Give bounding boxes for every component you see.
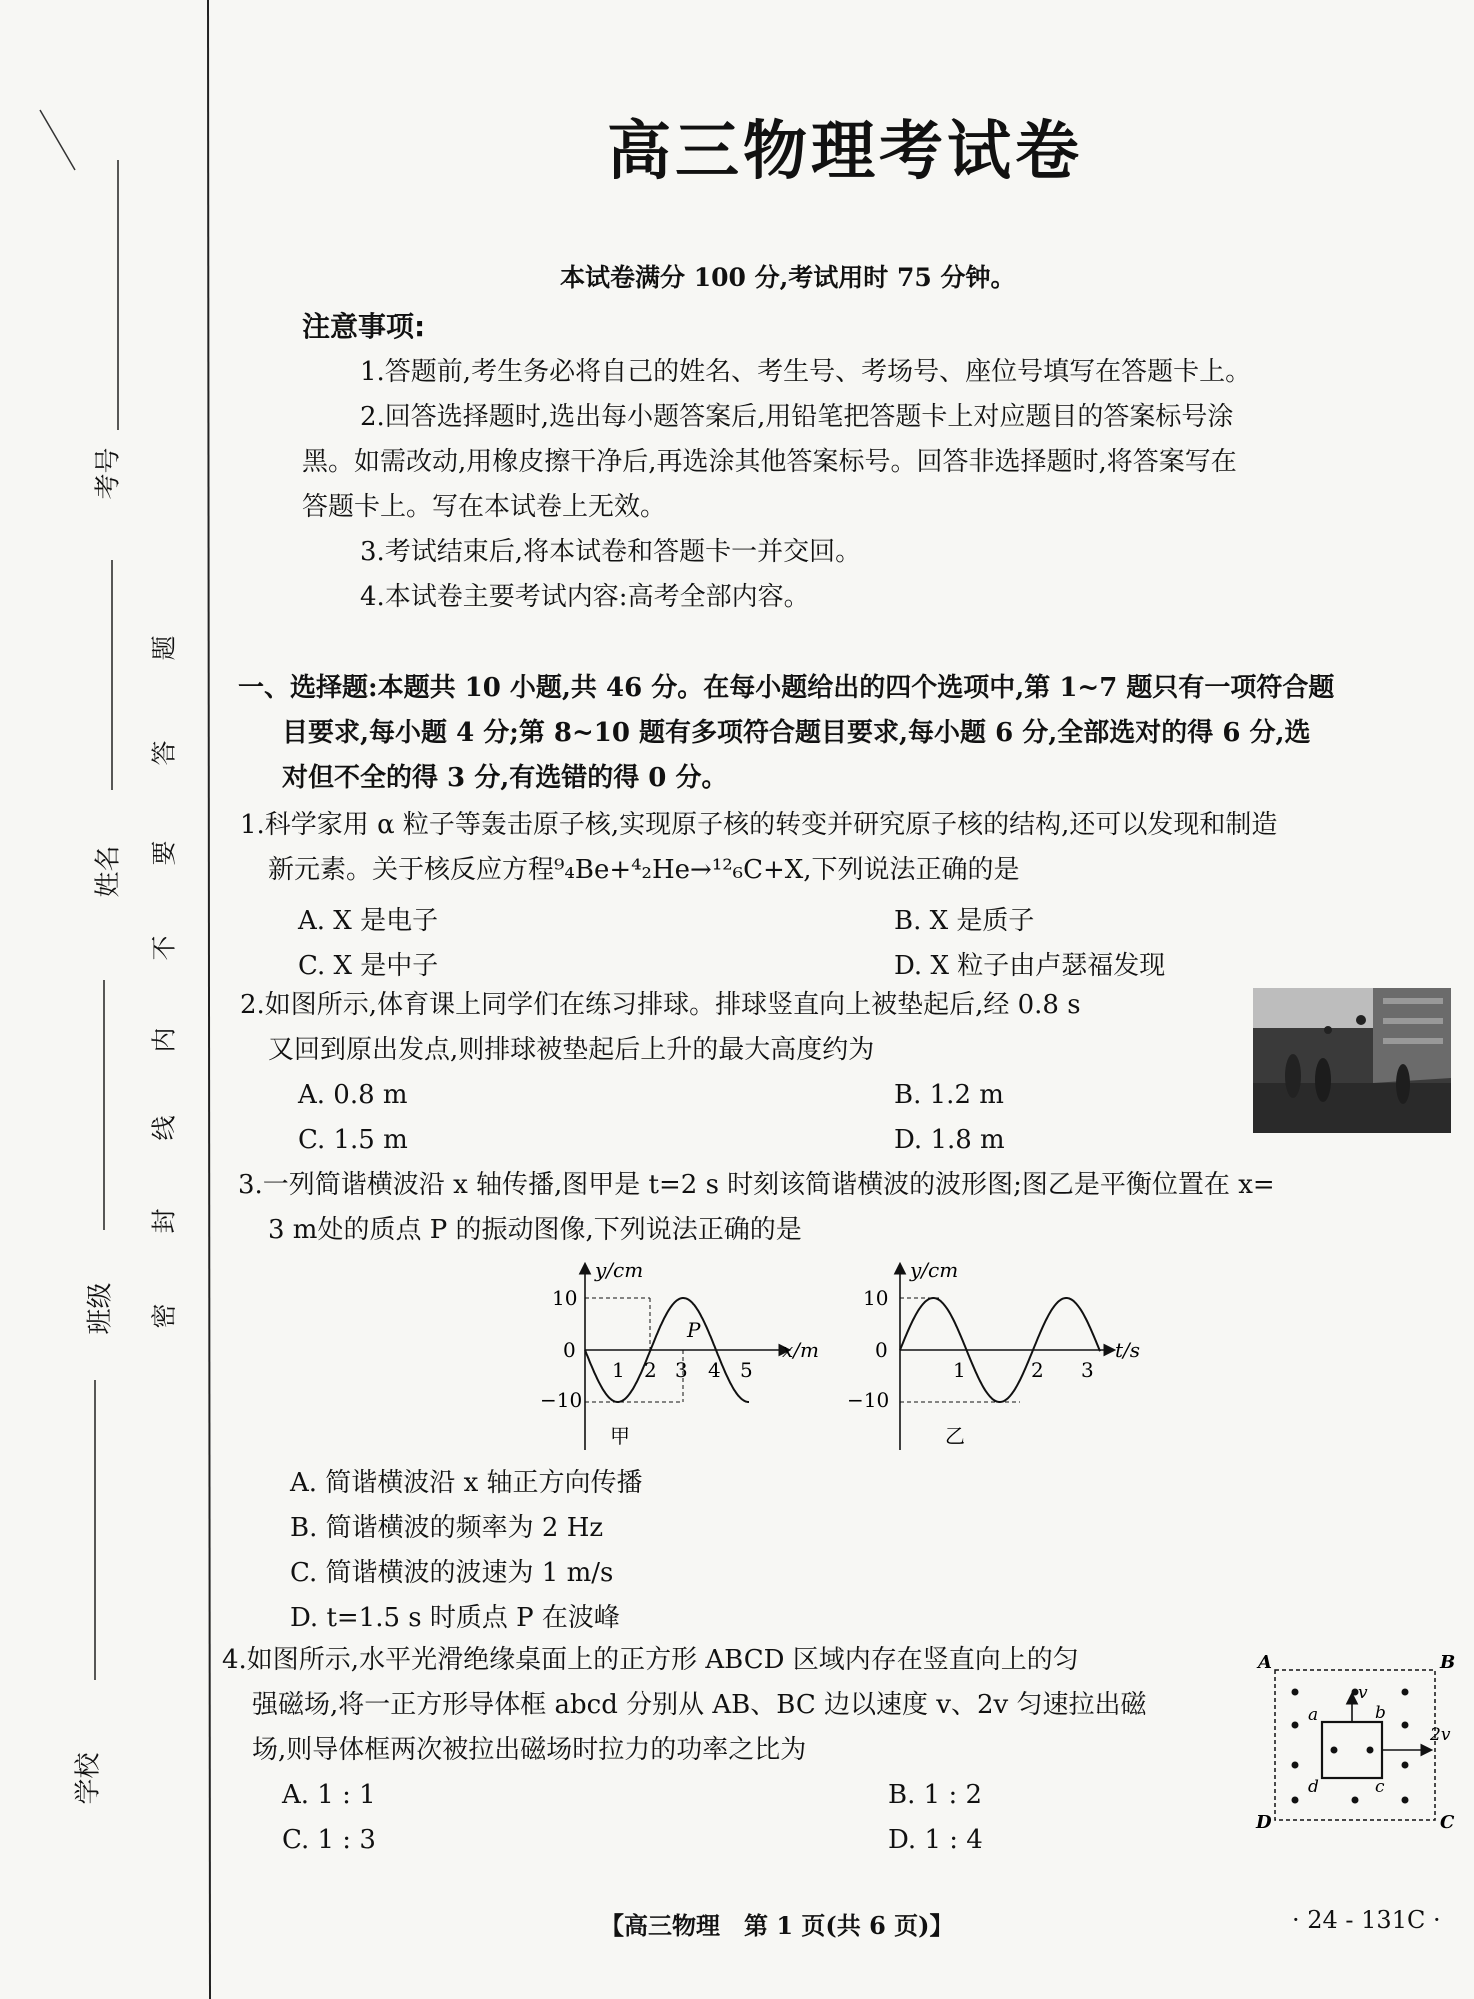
seal-char: 答	[149, 740, 179, 766]
question-4-text: 强磁场,将一正方形导体框 abcd 分别从 AB、BC 边以速度 v、2v 匀速拉出磁	[252, 1690, 1147, 1720]
question-4-text: 场,则导体框两次被拉出磁场时拉力的功率之比为	[252, 1735, 807, 1765]
label-C: C	[1440, 1812, 1455, 1833]
question-2-option-a: A. 0.8 m	[298, 1080, 408, 1110]
question-3-text: 3.一列简谐横波沿 x 轴传播,图甲是 t=2 s 时刻该简谐横波的波形图;图乙是平衡位置在 x=	[238, 1170, 1275, 1200]
question-3-option-d: D. t=1.5 s 时质点 P 在波峰	[290, 1603, 620, 1633]
footer-page-info: 【高三物理 第 1 页(共 6 页)】	[600, 1911, 954, 1940]
page-title: 高三物理考试卷	[607, 115, 1083, 189]
question-3-option-a: A. 简谐横波沿 x 轴正方向传播	[290, 1468, 643, 1498]
field-class-label: 班级	[85, 1282, 116, 1335]
seal-char: 内	[149, 1027, 179, 1053]
graph-b-y-top: 10	[863, 1286, 889, 1310]
graph-a-tick: 1	[612, 1358, 625, 1382]
field-school-label: 学校	[73, 1752, 104, 1805]
question-2-option-d: D. 1.8 m	[894, 1125, 1005, 1155]
wave-graph-a	[520, 1255, 840, 1455]
question-1-text: 1.科学家用 α 粒子等轰击原子核,实现原子核的转变并研究原子核的结构,还可以发现和制造	[240, 810, 1278, 840]
graph-b-xlabel: t/s	[1115, 1338, 1141, 1362]
volleyball-photo	[1253, 988, 1451, 1133]
question-4-option-a: A. 1 : 1	[282, 1780, 376, 1810]
label-A: A	[1258, 1652, 1272, 1673]
question-3-text: 3 m处的质点 P 的振动图像,下列说法正确的是	[268, 1215, 802, 1245]
notice-heading: 注意事项:	[302, 310, 426, 343]
seal-char: 要	[149, 840, 179, 866]
seal-char: 不	[149, 935, 179, 961]
label-c: c	[1375, 1777, 1385, 1797]
graph-a-ylabel: y/cm	[595, 1258, 644, 1282]
graph-a-y-bottom: −10	[540, 1388, 583, 1412]
question-4-option-c: C. 1 : 3	[282, 1825, 376, 1855]
question-2-text: 又回到原出发点,则排球被垫起后上升的最大高度约为	[268, 1035, 875, 1065]
label-2v: 2v	[1430, 1725, 1451, 1745]
label-B: B	[1440, 1652, 1456, 1673]
question-4-text: 4.如图所示,水平光滑绝缘桌面上的正方形 ABCD 区域内存在竖直向上的匀	[222, 1645, 1079, 1675]
graph-b-tick: 2	[1031, 1358, 1044, 1382]
notice-line: 1.答题前,考生务必将自己的姓名、考生号、考场号、座位号填写在答题卡上。	[360, 357, 1252, 387]
graph-a-point-label: P	[687, 1318, 701, 1342]
graph-b-y-bottom: −10	[847, 1388, 890, 1412]
question-1-text: 新元素。关于核反应方程⁹₄Be+⁴₂He→¹²₆C+X,下列说法正确的是	[268, 855, 1020, 885]
footer-code: · 24 - 131C ·	[1292, 1906, 1441, 1934]
seal-char: 线	[149, 1115, 179, 1141]
notice-line: 答题卡上。写在本试卷上无效。	[302, 492, 667, 522]
seal-char: 封	[149, 1208, 179, 1234]
label-v: v	[1358, 1683, 1368, 1703]
field-name-label: 姓名	[93, 845, 124, 898]
section-instruction: 一、选择题:本题共 10 小题,共 46 分。在每小题给出的四个选项中,第 1~7 题只有一项符合题	[238, 673, 1335, 703]
seal-char: 密	[149, 1303, 179, 1329]
field-exam-number-label: 考号	[93, 447, 124, 500]
question-3-option-c: C. 简谐横波的波速为 1 m/s	[290, 1558, 614, 1588]
section-instruction: 目要求,每小题 4 分;第 8~10 题有多项符合题目要求,每小题 6 分,全部选对的得 6 分,选	[282, 718, 1311, 748]
graph-a-tick: 5	[740, 1358, 753, 1382]
graph-a-y-zero: 0	[563, 1338, 576, 1362]
question-4-option-d: D. 1 : 4	[888, 1825, 983, 1855]
notice-line: 黑。如需改动,用橡皮擦干净后,再选涂其他答案标号。回答非选择题时,将答案写在	[302, 447, 1237, 477]
question-4-option-b: B. 1 : 2	[888, 1780, 983, 1810]
wave-graph-b	[845, 1255, 1165, 1455]
label-d: d	[1308, 1777, 1319, 1797]
graph-b-tick: 1	[953, 1358, 966, 1382]
graph-a-y-top: 10	[552, 1286, 578, 1310]
graph-a-tick: 2	[644, 1358, 657, 1382]
section-instruction: 对但不全的得 3 分,有选错的得 0 分。	[282, 763, 728, 793]
label-a: a	[1308, 1705, 1319, 1725]
question-1-option-a: A. X 是电子	[298, 906, 439, 936]
graph-b-tick: 3	[1081, 1358, 1094, 1382]
graph-a-xlabel: x/m	[782, 1338, 819, 1362]
label-b: b	[1375, 1703, 1386, 1723]
question-2-option-c: C. 1.5 m	[298, 1125, 408, 1155]
question-1-option-c: C. X 是中子	[298, 951, 439, 981]
binding-margin-lines	[0, 0, 230, 1999]
label-D: D	[1256, 1812, 1272, 1833]
question-2-text: 2.如图所示,体育课上同学们在练习排球。排球竖直向上被垫起后,经 0.8 s	[240, 990, 1081, 1020]
exam-info: 本试卷满分 100 分,考试用时 75 分钟。	[560, 263, 1016, 292]
graph-a-caption: 甲	[610, 1424, 630, 1448]
magnetic-field-figure	[1250, 1640, 1460, 1840]
question-1-option-d: D. X 粒子由卢瑟福发现	[894, 951, 1166, 981]
question-2-option-b: B. 1.2 m	[894, 1080, 1004, 1110]
seal-char: 题	[149, 635, 179, 661]
question-1-option-b: B. X 是质子	[894, 906, 1035, 936]
notice-line: 4.本试卷主要考试内容:高考全部内容。	[360, 582, 810, 612]
graph-a-tick: 4	[708, 1358, 721, 1382]
graph-b-y-zero: 0	[875, 1338, 888, 1362]
graph-b-caption: 乙	[945, 1424, 965, 1448]
question-3-option-b: B. 简谐横波的频率为 2 Hz	[290, 1513, 604, 1543]
notice-line: 2.回答选择题时,选出每小题答案后,用铅笔把答题卡上对应题目的答案标号涂	[360, 402, 1234, 432]
graph-b-ylabel: y/cm	[910, 1258, 959, 1282]
graph-a-tick: 3	[675, 1358, 688, 1382]
notice-line: 3.考试结束后,将本试卷和答题卡一并交回。	[360, 537, 862, 567]
